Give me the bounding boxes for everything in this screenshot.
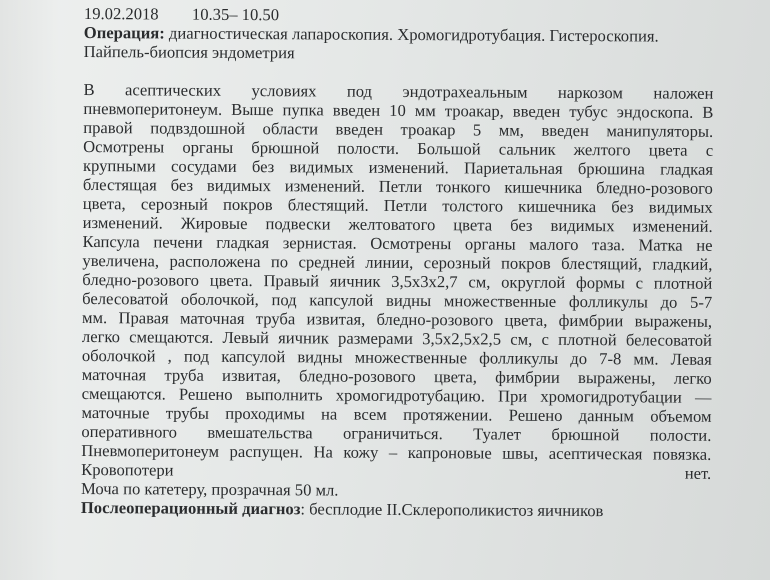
operation-label: Операция: [83, 22, 165, 43]
operation-name-line2: Пайпель-биопсия эндометрия [83, 41, 295, 63]
protocol-line: оперативного вмешательства ограничиться. Туалет брюшной полости. [81, 421, 712, 445]
protocol-line: смещаются. Решено выполнить хромогидротубацию. При хромогидротубации — [81, 383, 712, 407]
protocol-paragraph [81, 80, 713, 483]
operation-name-line1: диагностическая лапароскопия. Хромогидротубация. Гистероскопия. [168, 23, 659, 46]
protocol-line: оболочкой , под капсулой видны множественные фолликулы до 7-8 мм. Левая [81, 345, 712, 369]
protocol-line: блестящая без видимых изменений. Петли тонкого кишечника бледно-розового [82, 174, 713, 198]
protocol-line: Осмотрены органы брюшной полости. Большой сальник желтого цвета с [83, 136, 714, 160]
diagnosis-text: : бесплодие II.Склерополикистоз яичников [300, 499, 604, 521]
protocol-line: Пневмоперитонеум распущен. На кожу – капроновые швы, асептическая повязка. [81, 440, 712, 464]
protocol-line: крупными сосудами без видимых изменений. Париетальная брюшина гладкая [82, 155, 714, 179]
postop-diagnosis [81, 498, 711, 521]
protocol-line: легко смещаются. Левый яичник размерами 3,5х2,5х2,5 см, с плотной белесоватой [81, 326, 713, 350]
protocol-line: цвета, серозный покров блестящий. Петли толстого кишечника без видимых [82, 193, 713, 217]
operation-time: 10.35– 10.50 [191, 4, 280, 25]
operation-date: 19.02.2018 [83, 4, 159, 24]
protocol-line: мм. Правая маточная труба извитая, бледно-розового цвета, фимбрии выражены, [82, 307, 713, 331]
protocol-line: Капсула печени гладкая зернистая. Осмотрены органы малого таза. Матка не [82, 231, 713, 255]
protocol-line: Кровопотери нет. [81, 459, 712, 483]
protocol-line: изменений. Жировые подвески желтоватого цвета без видимых изменений. [82, 212, 713, 236]
protocol-line: В асептических условиях под эндотрахеальным наркозом наложен [83, 79, 714, 103]
protocol-line: маточные трубы проходимы на всем протяжении. Решено данным объемом [81, 402, 712, 426]
protocol-line: бледно-розового цвета. Правый яичник 3,5х3х2,7 см, округлой формы с плотной [82, 269, 713, 293]
protocol-line: увеличена, расположена по средней линии, серозный покров блестящий, гладкий, [82, 250, 713, 274]
urine-line: Моча по катетеру, прозрачная 50 мл. [80, 478, 339, 500]
diagnosis-label: Послеоперационный диагноз [80, 497, 301, 519]
operation-title [84, 23, 714, 65]
page-shadow [0, 0, 60, 580]
protocol-line: правой подвздошной области введен троакар 5 мм, введен манипуляторы. [83, 117, 714, 141]
protocol-line: маточная труба извитая, бледно-розового цвета, фимбрии выражены, легко [81, 364, 712, 388]
protocol-line: пневмоперитонеум. Выше пупка введен 10 мм троакар, введен тубус эндоскопа. В [83, 98, 714, 122]
protocol-line: белесоватой оболочкой, под капсулой видны множественные фолликулы до 5-7 [82, 288, 713, 312]
protocol-text [81, 4, 714, 521]
